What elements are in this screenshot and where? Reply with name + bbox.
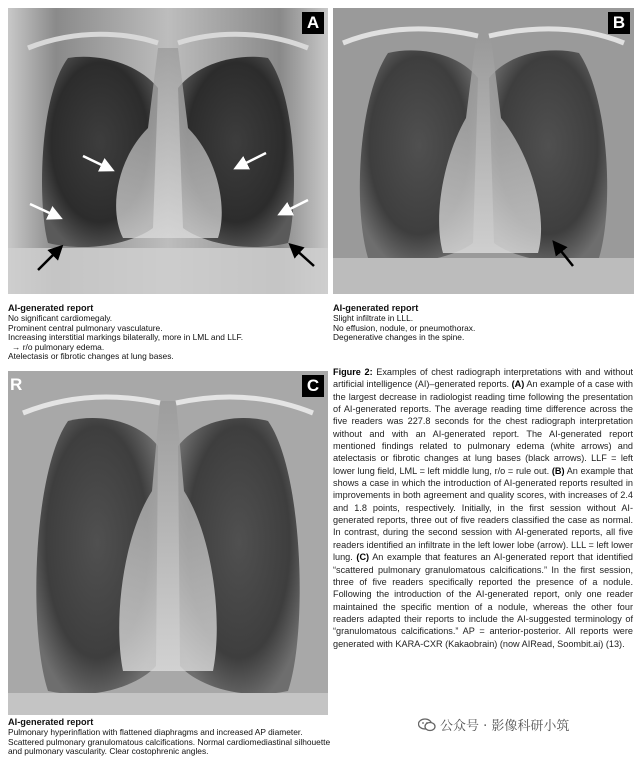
report-a-line: Prominent central pulmonary vasculature.	[8, 322, 163, 333]
caption-tag-b: (B)	[551, 465, 565, 476]
chest-xray-b	[333, 8, 634, 294]
figure-caption	[333, 366, 633, 650]
watermark-text: 公众号 · 影像科研小筑	[440, 719, 570, 734]
report-a-line: → r/o pulmonary edema.	[12, 341, 105, 352]
report-b-line: Slight infiltrate in LLL.	[333, 313, 414, 323]
wechat-watermark	[418, 715, 569, 734]
report-a-line: Atelectasis or fibrotic changes at lung bases.	[8, 351, 174, 362]
report-b-line: No effusion, nodule, or pneumothorax.	[333, 322, 476, 333]
orientation-marker-r: R	[10, 375, 23, 394]
wechat-icon	[418, 718, 436, 732]
caption-text-b: An example that shows a case in which the introduction of AI-generated reports resulted in improvements in both agreement and quality scores, with increases of 2.4 and 1.8 points, respectively. Initially, in the first session without AI-generated reports, three out of five readers classified the case as normal. In contrast, during the second session with AI-generated reports, all five readers identified an infiltrate in the left lower lobe (arrow). LLL = left lower lung.	[333, 465, 633, 563]
report-b	[333, 303, 633, 343]
report-a-title: AI-generated report	[8, 303, 94, 313]
caption-tag-c: (C)	[356, 552, 370, 563]
report-a	[8, 303, 328, 362]
report-c	[8, 717, 338, 757]
report-a-line: No significant cardiomegaly.	[8, 313, 113, 323]
caption-text-a: An example of a case with the largest decrease in radiologist reading time following the presentation of AI-generated reports. The average reading time difference across the five readers was 227.8 seconds for the chest radiograph interpretation without and with an AI-generated report. The AI-generated report mentioned findings related to pulmonary edema (white arrows) and atelectasis or fibrotic changes at lung bases (black arrows). LLF = left lower lung field, LML = left middle lung, r/o = rule out.	[333, 379, 633, 476]
radiograph-panel-a	[8, 8, 328, 294]
caption-tag-a: (A)	[511, 379, 525, 390]
figure-label: Figure 2:	[333, 367, 373, 377]
caption-intro: Examples of chest radiograph interpretations with and without artificial intelligence (AI)–generated reports.	[333, 367, 633, 390]
radiograph-panel-b	[333, 8, 634, 294]
panel-letter-c: C	[302, 375, 324, 397]
chest-xray-a	[8, 8, 328, 294]
report-a-line: Increasing interstitial markings bilaterally, more in LML and LLF.	[8, 332, 244, 343]
report-b-title: AI-generated report	[333, 303, 419, 313]
report-c-line: Pulmonary hyperinflation with flattened diaphragms and increased AP diameter. Scattered pulmonary granulomatous calcifications. Normal cardiomediastinal silhouette and pulmonary vascularity. Clear costophrenic angles.	[8, 727, 331, 757]
panel-letter-b: B	[608, 12, 630, 34]
panel-letter-a: A	[302, 12, 324, 34]
report-b-line: Degenerative changes in the spine.	[333, 332, 465, 343]
caption-text-c: An example that features an AI-generated report that identified “scattered pulmonary granulomatous calcifications.” In the first session, three of five readers specifically reported the presence of a nodule. Following the introduction of the AI-generated report, only one reader maintained the specific mention of a nodule, whereas the other four readers adapted their reports to include the AI-suggested terminology of “granulomatous calcifications.” AP = anterior-posterior. All reports were generated with KARA-CXR (Kakaobrain) (now AIRead, Soombit.ai) (13).	[333, 552, 633, 649]
radiograph-panel-c	[8, 371, 328, 715]
chest-xray-c	[8, 371, 328, 715]
report-c-title: AI-generated report	[8, 717, 94, 727]
